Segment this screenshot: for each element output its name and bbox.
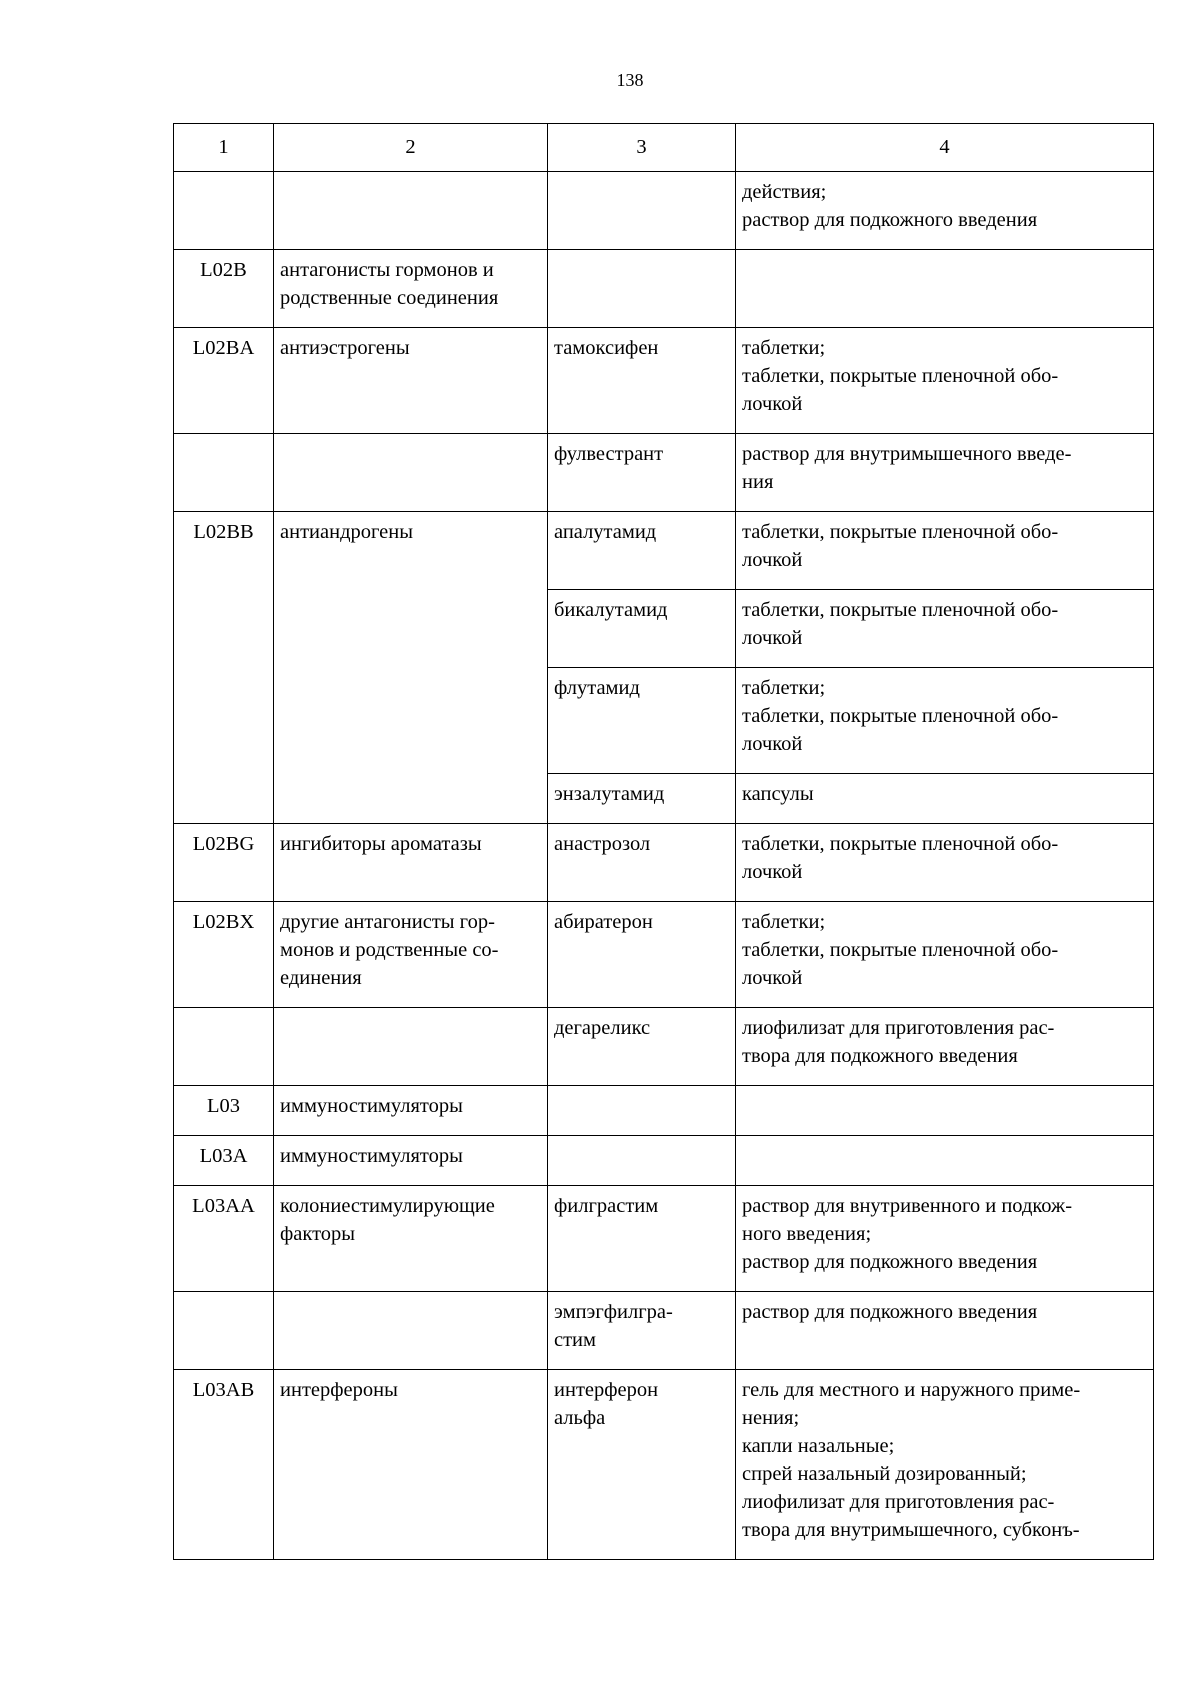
drug-name-cell (548, 512, 736, 590)
group-name-cell-line: ингибиторы ароматазы (280, 833, 482, 855)
drug-name-cell (548, 1292, 736, 1370)
group-name-cell (274, 902, 548, 1008)
drug-name-cell-line: альфа (554, 1407, 606, 1429)
header-col-1: 1 (174, 124, 274, 172)
dosage-form-cell (736, 1370, 1154, 1560)
dosage-form-cell-line: лиофилизат для приготовления рас- (742, 1017, 1055, 1039)
group-name-cell (274, 512, 548, 824)
dosage-form-cell-line: нения; (742, 1407, 800, 1429)
table-row (174, 1370, 1154, 1560)
group-name-cell (274, 1370, 548, 1560)
dosage-form-cell-line: раствор для внутримышечного введе- (742, 443, 1072, 465)
table-row (174, 250, 1154, 328)
drug-name-cell-line: дегареликс (554, 1017, 651, 1039)
group-name-cell-line: родственные соединения (280, 287, 499, 309)
atc-code-cell (174, 1008, 274, 1086)
drug-name-cell (548, 1086, 736, 1136)
atc-code-cell: L03 (174, 1086, 274, 1136)
dosage-form-cell-line: таблетки, покрытые пленочной обо- (742, 833, 1059, 855)
dosage-form-cell (736, 1292, 1154, 1370)
drug-name-cell-line: бикалутамид (554, 599, 668, 621)
group-name-cell-line: факторы (280, 1223, 356, 1245)
drug-name-cell-line: стим (554, 1329, 597, 1351)
drug-name-cell (548, 774, 736, 824)
group-name-cell-line: антиэстрогены (280, 337, 410, 359)
table-row (174, 1008, 1154, 1086)
dosage-form-cell-line: лочкой (742, 627, 803, 649)
dosage-form-cell-line: таблетки; (742, 911, 826, 933)
drug-name-cell-line: интерферон (554, 1379, 659, 1401)
drug-name-cell-line: филграстим (554, 1195, 659, 1217)
drug-name-cell-line: флутамид (554, 677, 640, 699)
header-col-2: 2 (274, 124, 548, 172)
group-name-cell-line: антиандрогены (280, 521, 413, 543)
dosage-form-cell-line: спрей назальный дозированный; (742, 1463, 1027, 1485)
group-name-cell (274, 250, 548, 328)
dosage-form-cell-line: гель для местного и наружного приме- (742, 1379, 1081, 1401)
group-name-cell-line: антагонисты гормонов и (280, 259, 494, 281)
dosage-form-cell-line: лочкой (742, 393, 803, 415)
drug-name-cell-line: абиратерон (554, 911, 653, 933)
dosage-form-cell (736, 1086, 1154, 1136)
drug-name-cell-line: тамоксифен (554, 337, 659, 359)
drug-name-cell (548, 1136, 736, 1186)
dosage-form-cell-line: таблетки, покрытые пленочной обо- (742, 521, 1059, 543)
drug-name-cell (548, 590, 736, 668)
drug-name-cell (548, 434, 736, 512)
table-row (174, 1086, 1154, 1136)
dosage-form-cell (736, 1008, 1154, 1086)
dosage-form-cell (736, 902, 1154, 1008)
group-name-cell (274, 1008, 548, 1086)
group-name-cell (274, 328, 548, 434)
drug-name-cell-line: анастрозол (554, 833, 651, 855)
dosage-form-cell-line: раствор для внутривенного и подкож- (742, 1195, 1073, 1217)
atc-code-cell (174, 172, 274, 250)
dosage-form-cell-line: действия; (742, 181, 827, 203)
dosage-form-cell-line: твора для подкожного введения (742, 1045, 1018, 1067)
atc-code-cell: L02BG (174, 824, 274, 902)
group-name-cell (274, 1086, 548, 1136)
dosage-form-cell-line: капли назальные; (742, 1435, 895, 1457)
drug-name-cell (548, 172, 736, 250)
header-col-3: 3 (548, 124, 736, 172)
dosage-form-cell (736, 172, 1154, 250)
drug-name-cell-line: фулвестрант (554, 443, 664, 465)
atc-code-cell (174, 1292, 274, 1370)
table-row (174, 434, 1154, 512)
dosage-form-cell (736, 250, 1154, 328)
dosage-form-cell-line: лиофилизат для приготовления рас- (742, 1491, 1055, 1513)
table-row (174, 1186, 1154, 1292)
atc-code-cell: L02BX (174, 902, 274, 1008)
drug-name-cell-line: апалутамид (554, 521, 657, 543)
drug-name-cell (548, 1370, 736, 1560)
drug-name-cell (548, 1186, 736, 1292)
group-name-cell (274, 1292, 548, 1370)
group-name-cell (274, 434, 548, 512)
dosage-form-cell-line: лочкой (742, 861, 803, 883)
atc-code-cell: L03A (174, 1136, 274, 1186)
dosage-form-cell-line: таблетки, покрытые пленочной обо- (742, 599, 1059, 621)
dosage-form-cell (736, 512, 1154, 590)
dosage-form-cell-line: капсулы (742, 783, 814, 805)
table-row (174, 1136, 1154, 1186)
dosage-form-cell-line: раствор для подкожного введения (742, 1251, 1038, 1273)
group-name-cell (274, 1136, 548, 1186)
atc-code-cell: L03AB (174, 1370, 274, 1560)
dosage-form-cell-line: таблетки, покрытые пленочной обо- (742, 365, 1059, 387)
table-header-row (174, 124, 1154, 172)
dosage-form-cell-line: лочкой (742, 967, 803, 989)
dosage-form-cell-line: раствор для подкожного введения (742, 209, 1038, 231)
drug-name-cell (548, 668, 736, 774)
header-col-4: 4 (736, 124, 1154, 172)
dosage-form-cell (736, 668, 1154, 774)
drug-name-cell (548, 824, 736, 902)
dosage-form-cell-line: лочкой (742, 549, 803, 571)
atc-code-cell (174, 434, 274, 512)
drug-name-cell (548, 902, 736, 1008)
dosage-form-cell-line: таблетки; (742, 337, 826, 359)
group-name-cell (274, 1186, 548, 1292)
dosage-form-cell (736, 590, 1154, 668)
group-name-cell-line: иммуностимуляторы (280, 1145, 463, 1167)
table-row (174, 1292, 1154, 1370)
table-row (174, 512, 1154, 590)
dosage-form-cell-line: таблетки; (742, 677, 826, 699)
group-name-cell (274, 172, 548, 250)
page-number: 138 (616, 70, 644, 90)
drug-table (173, 123, 1154, 1560)
dosage-form-cell-line: ния (742, 471, 774, 493)
group-name-cell-line: иммуностимуляторы (280, 1095, 463, 1117)
drug-name-cell (548, 1008, 736, 1086)
table-row (174, 824, 1154, 902)
group-name-cell-line: другие антагонисты гор- (280, 911, 495, 933)
atc-code-cell: L03AA (174, 1186, 274, 1292)
atc-code-cell: L02BA (174, 328, 274, 434)
group-name-cell-line: единения (280, 967, 362, 989)
dosage-form-cell (736, 328, 1154, 434)
dosage-form-cell-line: твора для внутримышечного, субконъ- (742, 1519, 1080, 1541)
drug-name-cell (548, 250, 736, 328)
dosage-form-cell (736, 1136, 1154, 1186)
table-row (174, 172, 1154, 250)
group-name-cell-line: колониестимулирующие (280, 1195, 495, 1217)
dosage-form-cell-line: ного введения; (742, 1223, 872, 1245)
dosage-form-cell (736, 774, 1154, 824)
group-name-cell (274, 824, 548, 902)
dosage-form-cell-line: таблетки, покрытые пленочной обо- (742, 939, 1059, 961)
drug-name-cell (548, 328, 736, 434)
atc-code-cell: L02B (174, 250, 274, 328)
drug-name-cell-line: эмпэгфилгра- (554, 1301, 673, 1323)
atc-code-cell: L02BB (174, 512, 274, 824)
table-row (174, 328, 1154, 434)
drug-name-cell-line: энзалутамид (554, 783, 665, 805)
dosage-form-cell (736, 824, 1154, 902)
group-name-cell-line: интерфероны (280, 1379, 398, 1401)
dosage-form-cell-line: таблетки, покрытые пленочной обо- (742, 705, 1059, 727)
dosage-form-cell (736, 1186, 1154, 1292)
dosage-form-cell-line: раствор для подкожного введения (742, 1301, 1038, 1323)
dosage-form-cell (736, 434, 1154, 512)
group-name-cell-line: монов и родственные со- (280, 939, 499, 961)
table-row (174, 902, 1154, 1008)
dosage-form-cell-line: лочкой (742, 733, 803, 755)
